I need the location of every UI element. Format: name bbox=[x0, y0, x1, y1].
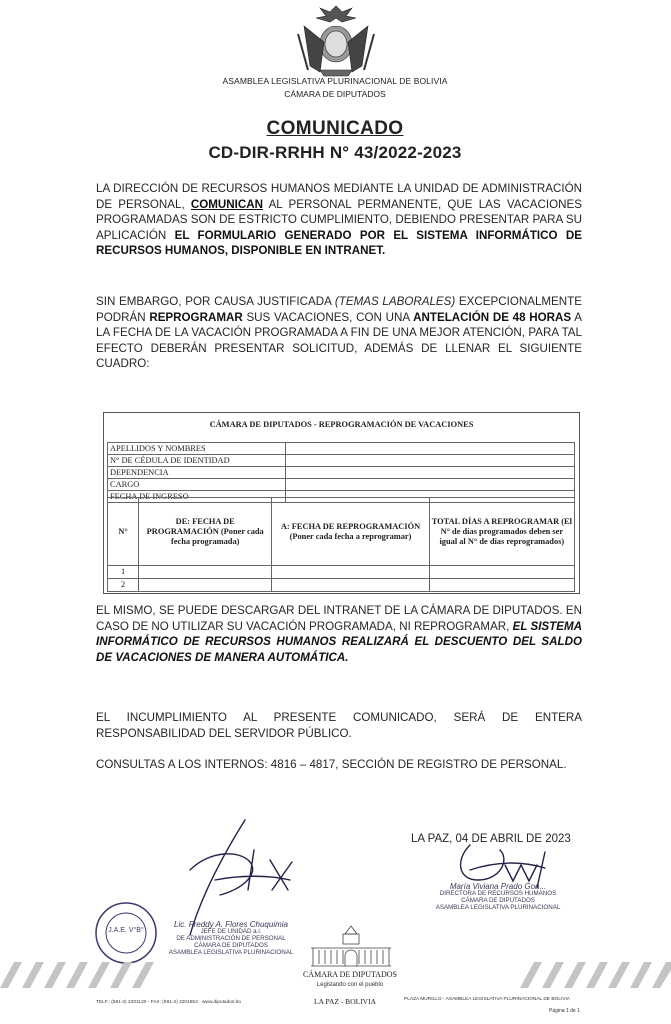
footer-city: LA PAZ - BOLIVIA bbox=[314, 997, 377, 1006]
right-signer-stamp: María Viviana Prado Gon... DIRECTORA DE RECURSOS HUMANOS CÁMARA DE DIPUTADOS ASAMBLEA LEGISLATIVA PLURINACIONAL bbox=[418, 883, 578, 911]
bolivia-coat-of-arms-logo bbox=[290, 4, 382, 78]
approval-seal-stamp bbox=[93, 900, 159, 966]
dates-table bbox=[107, 497, 575, 592]
table-row bbox=[108, 479, 575, 491]
column-header-to: A: FECHA DE REPROGRAMACIÓN (Poner cada fecha a reprogramar) bbox=[272, 498, 429, 566]
footer-chamber-name: CÁMARA DE DIPUTADOS bbox=[302, 970, 398, 979]
table-row bbox=[108, 467, 575, 479]
paragraph-5: CONSULTAS A LOS INTERNOS: 4816 – 4817, SECCIÓN DE REGISTRO DE PERSONAL. bbox=[96, 758, 567, 771]
paragraph-3: EL MISMO, SE PUEDE DESCARGAR DEL INTRANET DE LA CÁMARA DE DIPUTADOS. EN CASO DE NO UTILIZAR SU VACACIÓN PROGRAMADA, NI REPROGRAMAR, EL SISTEMA INFORMÁTICO DE RECURSOS HUMANOS REALIZARÁ EL DESCUENTO DEL SALDO DE VACACIONES DE MANERA AUTOMÁTICA. bbox=[96, 604, 583, 664]
column-header-from: DE: FECHA DE PROGRAMACIÓN (Poner cada fecha programada) bbox=[139, 498, 272, 566]
footer-contact: TELF.: (591-2) 2201120 - FAX: (591-2) 2201853 - www.diputados.bo bbox=[96, 1000, 241, 1005]
field-label: N° DE CÉDULA DE IDENTIDAD bbox=[108, 455, 286, 467]
table-cell bbox=[272, 579, 429, 592]
field-value-cell bbox=[286, 455, 575, 467]
document-reference: CD-DIR-RRHH N° 43/2022-2023 bbox=[208, 143, 462, 162]
paragraph-4: EL INCUMPLIMIENTO AL PRESENTE COMUNICADO, SERÁ DE ENTERA RESPONSABILIDAD DEL SERVIDOR PÚBLICO. bbox=[96, 711, 582, 740]
document-date: LA PAZ, 04 DE ABRIL DE 2023 bbox=[411, 833, 571, 845]
table-row bbox=[108, 455, 575, 467]
table-row bbox=[108, 443, 575, 455]
table-cell bbox=[139, 579, 272, 592]
paragraph-1: LA DIRECCIÓN DE RECURSOS HUMANOS MEDIANTE LA UNIDAD DE ADMINISTRACIÓN DE PERSONAL, COMUNICAN AL PERSONAL PERMANENTE, QUE LAS VACACIONES PROGRAMADAS SON DE ESTRICTO CUMPLIMIENTO, DEBIENDO PRESENTAR PARA SU APLICACIÓN EL FORMULARIO GENERADO POR EL SISTEMA INFORMÁTICO DE RECURSOS HUMANOS, DISPONIBLE EN INTRANET. bbox=[96, 182, 582, 258]
svg-text:J.A.E. V°B°: J.A.E. V°B° bbox=[108, 927, 144, 934]
field-label: APELLIDOS Y NOMBRES bbox=[108, 443, 286, 455]
table-cell bbox=[429, 566, 574, 579]
field-value-cell bbox=[286, 467, 575, 479]
column-header-number: N° bbox=[108, 498, 139, 566]
left-signer-name: Lic. Freddy A. Flores Chuquimia bbox=[174, 920, 288, 929]
document-title: COMUNICADO bbox=[266, 118, 404, 139]
footer-motto: Legislando con el pueblo bbox=[316, 982, 384, 988]
chamber-building-logo bbox=[305, 922, 397, 972]
table-cell bbox=[429, 579, 574, 592]
chamber-name: CÁMARA DE DIPUTADOS bbox=[284, 89, 386, 99]
field-value-cell bbox=[286, 479, 575, 491]
table-header-row bbox=[108, 498, 575, 566]
table-row bbox=[108, 566, 575, 579]
table-cell bbox=[272, 566, 429, 579]
table-row bbox=[108, 579, 575, 592]
form-title: CÁMARA DE DIPUTADOS - REPROGRAMACIÓN DE VACACIONES bbox=[209, 420, 474, 429]
paragraph-2: SIN EMBARGO, POR CAUSA JUSTIFICADA (TEMAS LABORALES) EXCEPCIONALMENTE PODRÁN REPROGRAMAR SUS VACACIONES, CON UNA ANTELACIÓN DE 48 HORAS A LA FECHA DE LA VACACIÓN PROGRAMADA A FIN DE UNA MEJOR ATENCIÓN, PARA TAL EFECTO DEBERÁN PRESENTAR SOLICITUD, ADEMÁS DE LLENAR EL SIGUIENTE CUADRO: bbox=[96, 295, 582, 371]
institution-name: ASAMBLEA LEGISLATIVA PLURINACIONAL DE BOLIVIA bbox=[222, 76, 448, 86]
field-label: CARGO bbox=[108, 479, 286, 491]
field-value-cell bbox=[286, 443, 575, 455]
row-number: 2 bbox=[108, 579, 139, 592]
column-header-total: TOTAL DÍAS A REPROGRAMAR (El N° de días programados deben ser igual al N° de días reprogramados) bbox=[429, 498, 574, 566]
field-label: FECHA DE INGRESO bbox=[108, 491, 286, 503]
page-number: Página 1 de 1 bbox=[549, 1008, 580, 1014]
table-cell bbox=[139, 566, 272, 579]
form-fields-table bbox=[107, 442, 575, 503]
row-number: 1 bbox=[108, 566, 139, 579]
field-label: DEPENDENCIA bbox=[108, 467, 286, 479]
right-signer-name: María Viviana Prado Gon... bbox=[449, 882, 547, 891]
footer-address: PLAZA MURILLO - ASAMBLEA LEGISLATIVA PLURINACIONAL DE BOLIVIA bbox=[404, 997, 570, 1002]
left-signer-stamp: Lic. Freddy A. Flores Chuquimia JEFE DE UNIDAD a.i. DE ADMINISTRACIÓN DE PERSONAL CÁMARA DE DIPUTADOS ASAMBLEA LEGISLATIVA PLURINACIONAL bbox=[166, 921, 296, 956]
